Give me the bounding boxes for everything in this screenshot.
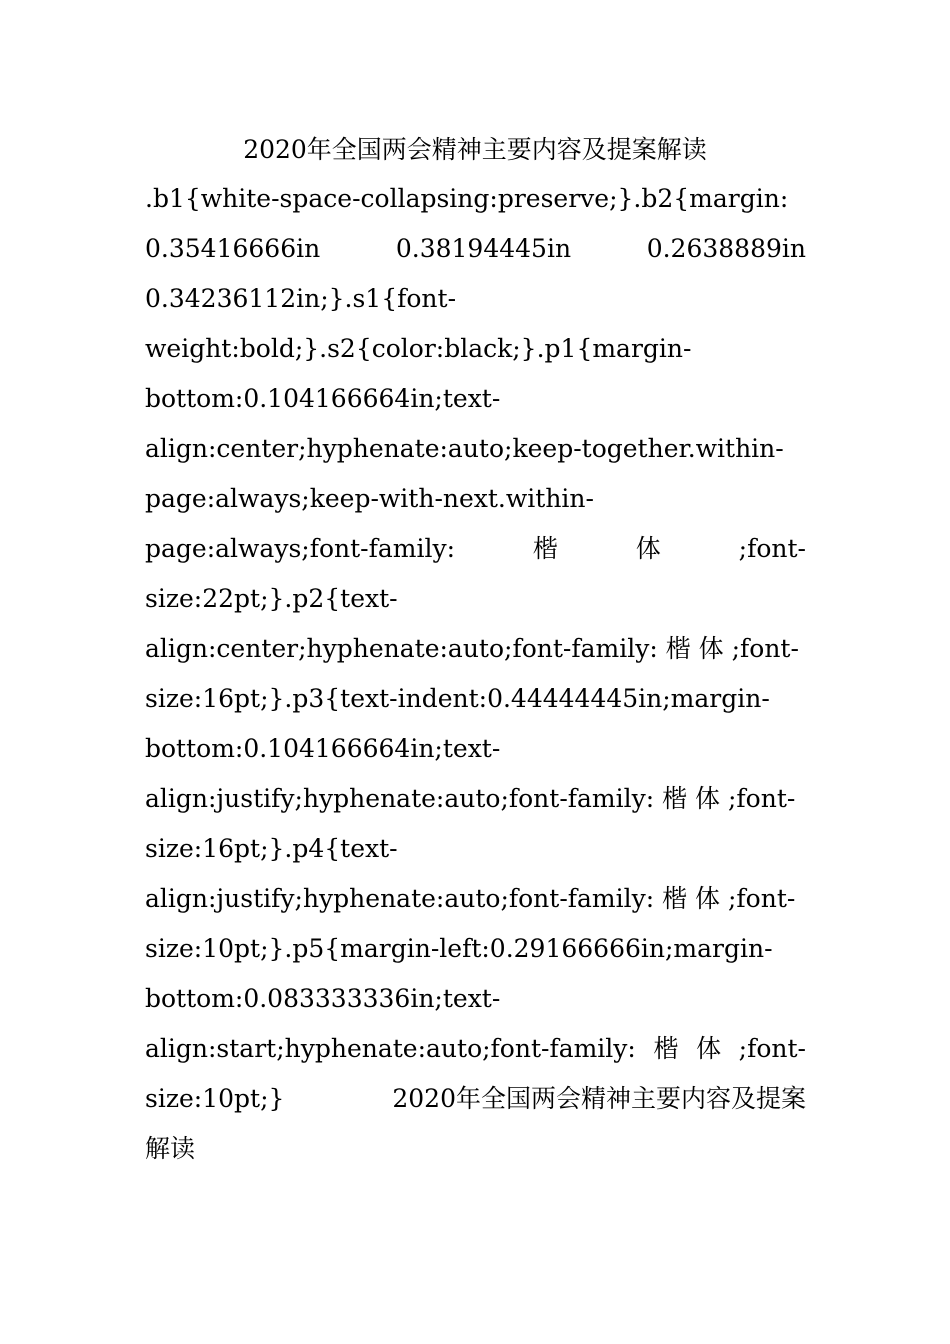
text-line: size:16pt;}.p3{text-indent:0.44444445in;margin- <box>145 684 770 713</box>
text-segment: 体 <box>635 534 661 563</box>
text-line: 0.34236112in;}.s1{font- <box>145 284 457 313</box>
text-segment: align:start;hyphenate:auto;font-family: <box>145 1034 636 1063</box>
text-segment: 0.38194445in <box>395 234 572 263</box>
text-line <box>145 1031 806 1067</box>
document-title: 2020年全国两会精神主要内容及提案解读 <box>243 135 707 164</box>
text-segment: size:10pt;} <box>145 1084 285 1113</box>
text-line: 解读 <box>145 1134 196 1163</box>
text-segment: 体 <box>696 1034 722 1063</box>
text-line: bottom:0.083333336in;text- <box>145 984 501 1013</box>
text-line <box>145 231 806 267</box>
text-line <box>145 531 806 567</box>
text-line: size:10pt;}.p5{margin-left:0.29166666in;margin- <box>145 934 773 963</box>
text-line: page:always;keep-with-next.within- <box>145 484 594 513</box>
text-line: size:22pt;}.p2{text- <box>145 584 398 613</box>
text-segment: 0.2638889in <box>646 234 806 263</box>
text-line: weight:bold;}.s2{color:black;}.p1{margin- <box>145 334 692 363</box>
text-line <box>145 1081 806 1117</box>
text-line: size:16pt;}.p4{text- <box>145 834 398 863</box>
text-segment: 楷 <box>532 534 558 563</box>
text-line: bottom:0.104166664in;text- <box>145 384 501 413</box>
text-segment: page:always;font-family: <box>145 534 456 563</box>
text-segment: ;font- <box>738 534 806 563</box>
text-segment: 2020年全国两会精神主要内容及提案 <box>392 1084 806 1113</box>
text-line: align:justify;hyphenate:auto;font-family: 楷 体 ;font- <box>145 884 796 913</box>
text-line: align:justify;hyphenate:auto;font-family: 楷 体 ;font- <box>145 784 796 813</box>
text-line: align:center;hyphenate:auto;font-family: 楷 体 ;font- <box>145 634 799 663</box>
text-line: .b1{white-space-collapsing:preserve;}.b2{margin: <box>145 184 789 213</box>
text-segment: 楷 <box>653 1034 679 1063</box>
text-segment: 0.35416666in <box>145 234 321 263</box>
text-segment: ;font- <box>738 1034 806 1063</box>
text-line: bottom:0.104166664in;text- <box>145 734 501 763</box>
text-line: align:center;hyphenate:auto;keep-together.within- <box>145 434 784 463</box>
